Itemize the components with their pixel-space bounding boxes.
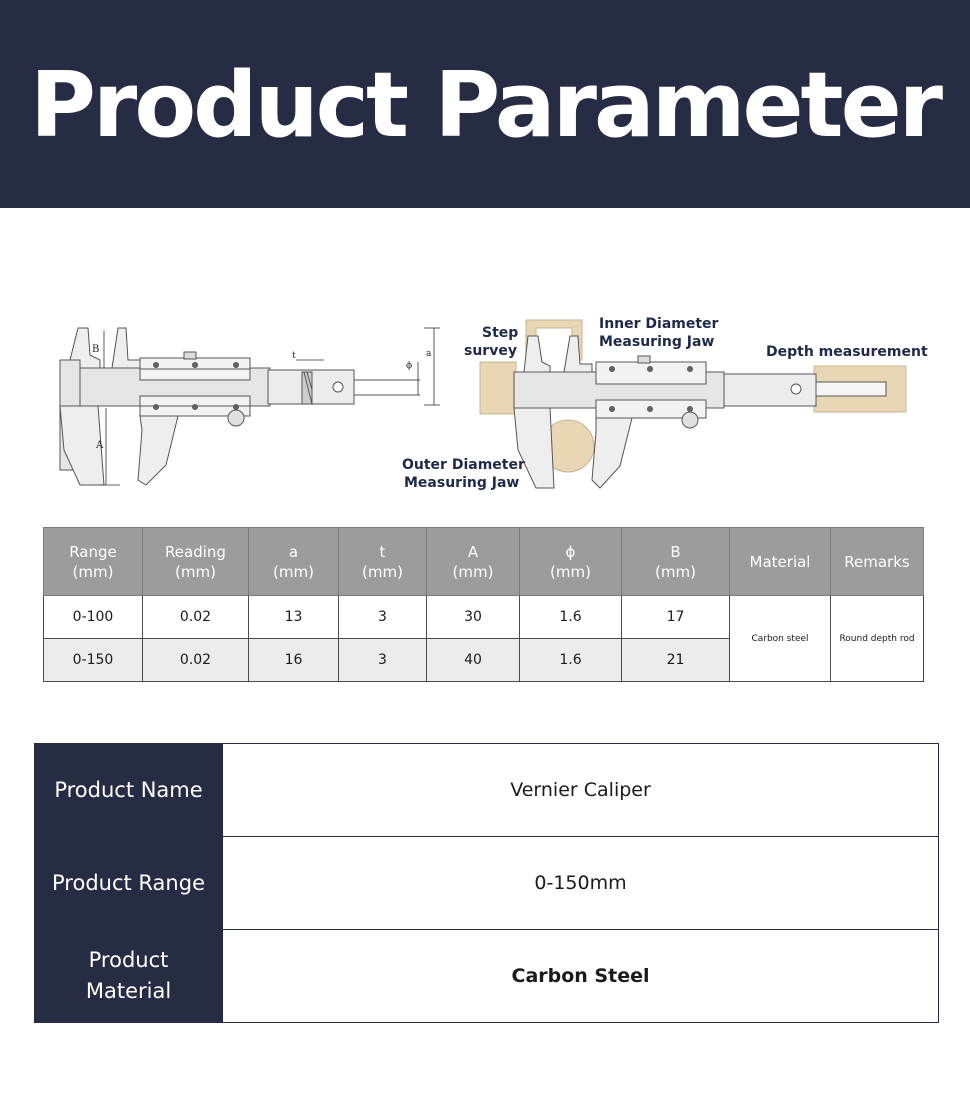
table-cell: 0-150 — [44, 639, 143, 682]
product-name-label: Product Name — [35, 744, 223, 837]
inner-diameter-label-1: Inner Diameter — [599, 316, 719, 332]
product-material-label-line1: Product — [88, 948, 169, 972]
step-survey-label-1: Step — [482, 325, 519, 341]
spec-table — [43, 527, 924, 682]
header-phi: ϕ (mm) — [520, 528, 622, 596]
table-cell: 1.6 — [520, 596, 622, 639]
outer-diameter-label-2: Measuring Jaw — [404, 475, 520, 491]
header-remarks: Remarks — [831, 528, 924, 596]
product-range-value: 0-150mm — [223, 837, 939, 930]
remarks-cell: Round depth rod — [831, 596, 924, 682]
product-name-value: Vernier Caliper — [223, 744, 939, 837]
table-row — [44, 596, 924, 639]
product-name-row — [35, 744, 939, 837]
header-t: t (mm) — [339, 528, 427, 596]
caliper-diagram — [40, 300, 940, 510]
dim-phi-label: ϕ — [406, 361, 413, 371]
outer-diameter-label-1: Outer Diameter — [402, 457, 525, 473]
product-info-table — [34, 743, 939, 1023]
table-cell: 3 — [339, 639, 427, 682]
dim-t-label: t — [292, 351, 296, 361]
product-material-row — [35, 930, 939, 1023]
table-cell: 0.02 — [143, 639, 249, 682]
spec-header-row — [44, 528, 924, 596]
dim-a-upper-label: A — [96, 440, 104, 451]
table-cell: 1.6 — [520, 639, 622, 682]
depth-measurement-label: Depth measurement — [766, 344, 928, 360]
header-material: Material — [730, 528, 831, 596]
left-caliper-drawing — [60, 328, 420, 485]
product-material-label — [35, 930, 223, 1023]
table-cell: 17 — [622, 596, 730, 639]
product-material-value: Carbon Steel — [223, 930, 939, 1023]
table-cell: 21 — [622, 639, 730, 682]
material-cell: Carbon steel — [730, 596, 831, 682]
inner-diameter-label-2: Measuring Jaw — [599, 334, 715, 350]
dim-a-lower-label: a — [426, 349, 432, 359]
header-B: B (mm) — [622, 528, 730, 596]
product-range-row — [35, 837, 939, 930]
table-cell: 16 — [249, 639, 339, 682]
header-a: a (mm) — [249, 528, 339, 596]
table-cell: 3 — [339, 596, 427, 639]
dim-b-label: B — [92, 344, 100, 355]
table-cell: 0-100 — [44, 596, 143, 639]
header-range: Range (mm) — [44, 528, 143, 596]
header-A: A (mm) — [427, 528, 520, 596]
table-cell: 13 — [249, 596, 339, 639]
product-material-label-line2: Material — [85, 979, 172, 1003]
header-reading: Reading (mm) — [143, 528, 249, 596]
table-cell: 0.02 — [143, 596, 249, 639]
page-header — [0, 0, 970, 208]
step-survey-label-2: survey — [464, 343, 517, 359]
table-cell: 30 — [427, 596, 520, 639]
product-range-label: Product Range — [35, 837, 223, 930]
page-title: Product Parameter — [29, 53, 941, 158]
table-cell: 40 — [427, 639, 520, 682]
